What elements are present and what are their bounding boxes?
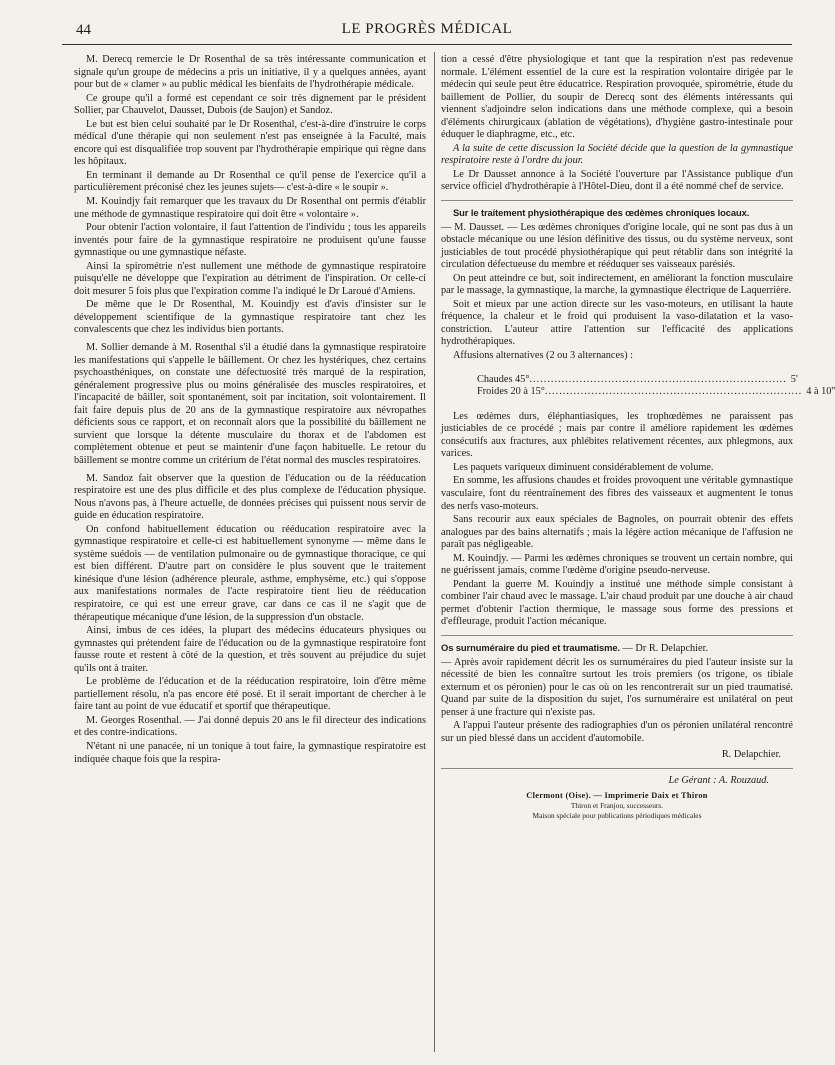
paragraph: Ainsi, imbus de ces idées, la plupart des médecins éducateurs physiques ou gymnastes qui prétendent faire de l'éducation ou de la gymnastique respiratoire font fausse route et restent à côté de la question, et très souvent au préjudice du sujet qu'ils ont à traiter. xyxy=(74,625,426,674)
paragraph: Les paquets variqueux diminuent considérablement de volume. xyxy=(453,461,714,473)
paragraph: M. Sandoz fait observer que la question de l'éducation ou de la rééducation respiratoire est une des plus difficile et des plus complexe de l'éducation physique. Nous n'avons pas, à l'heure actuelle, de données précises qui puissent nous servir de guide en éducation respiratoire. xyxy=(74,472,426,522)
paragraph: Le but est bien celui souhaité par le Dr Rosenthal, c'est-à-dire d'instruire le corps médical d'une thérapie qui non seulement n'est pas enseignée à la Faculté, mais encore qui est disqualifiée trop souvent par l'hydrothérapie empirique qui règne dans les hôpitaux. xyxy=(74,118,426,168)
section-rule xyxy=(441,635,793,636)
paragraph: M. Georges Rosenthal. — J'ai donné depuis 20 ans le fil directeur des indications et des contre-indications. xyxy=(74,714,426,739)
section-title: Os surnuméraire du pied et traumatisme. xyxy=(441,641,620,653)
printer-specialty: Maison spéciale pour publications périodiques médicales xyxy=(532,811,702,821)
section-heading xyxy=(441,642,793,656)
printer-name: Clermont (Oise). — Imprimerie Daix et Thiron xyxy=(526,791,708,801)
paragraph: Le problème de l'éducation et de la rééducation respiratoire, loin d'être même partiellement résolu, n'a pas encore été posé. Et il serait important de chercher à le faire tant au point de vue éducatif et sportif que thérapeutique. xyxy=(74,676,426,713)
table-row xyxy=(477,373,798,387)
paragraph: On peut atteindre ce but, soit indirectement, en améliorant la fonction musculaire par le massage, la gymnastique, la marche, la gymnastique électrique de Laquerrière. xyxy=(441,272,793,297)
paragraph: Affusions alternatives (2 ou 3 alternances) : xyxy=(453,350,633,362)
gerant-line: Le Gérant : A. Rouzaud. xyxy=(668,774,769,786)
paragraph: En somme, les affusions chaudes et froides provoquent une véritable gymnastique vasculaire, font du réentraînement des fibres des vaisseaux et augmentent le tonus des nerfs vaso-moteurs. xyxy=(441,475,793,512)
paragraph: M. Kouindjy. — Parmi les œdèmes chroniques se trouvent un certain nombre, qui ne guérissent jamais, comme l'œdème d'origine pseudo-nerveuse. xyxy=(441,552,793,577)
paragraph: N'étant ni une panacée, ni un tonique à tout faire, la gymnastique respiratoire est indiquée chaque fois que la respira- xyxy=(74,740,426,765)
row-label: Chaudes 45° xyxy=(477,373,530,385)
section-author: — Dr R. Delapchier. xyxy=(622,642,709,654)
footer-rule xyxy=(441,768,793,769)
printer-imprint xyxy=(441,791,793,821)
paragraph: De même que le Dr Rosenthal, M. Kouindjy est d'avis d'insister sur le développement scientifique de la gymnastique respiratoire tant chez les convalescents que chez les individus bien portants. xyxy=(74,299,426,336)
paragraph: Les œdèmes durs, éléphantiasiques, les trophœdèmes ne paraissent pas justiciables de ce procédé ; mais par contre il améliore rapidement les œdèmes consécutifs aux fractures, aux phlébites relativement récentes, aux phlegmons, aux varices. xyxy=(441,410,793,460)
right-column xyxy=(441,54,835,821)
journal-title: LE PROGRÈS MÉDICAL xyxy=(341,21,513,37)
paragraph: Pendant la guerre M. Kouindjy a institué une méthode simple consistant à combiner l'air chaud avec le massage. L'air chaud produit par une douche à air chaud permet d'obtenir l'action thermique, le massage sous forme des pressions et d'effleurage, produit l'action mécanique. xyxy=(441,578,793,628)
column-divider xyxy=(434,52,435,1052)
paragraph: — M. Dausset. — Les œdèmes chroniques d'origine locale, qui ne sont pas dus à un obstacle mécanique ou une lésion définitive des tissus, ou du système nerveux, sont justiciables de tout procédé physiothérapique qui peut rétablir dans son intégrité la circulation défectueuse du membre et rééduquer ses vaisseaux parésiés. xyxy=(441,221,793,271)
paragraph: M. Derecq remercie le Dr Rosenthal de sa très intéressante communication et signale qu'un groupe de médecins a pris un initiative, il y a quelques années, ayant pour but de « clamer » au public médical les bienfaits de l'hydrothérapie médicale. xyxy=(74,54,426,91)
paragraph: Le Dr Dausset annonce à la Société l'ouverture par l'Assistance publique d'un service officiel d'hydrothérapie à l'Hôtel-Dieu, dont il a été nommé chef de service. xyxy=(441,168,793,193)
row-value: 5' xyxy=(790,373,798,385)
paragraph: En terminant il demande au Dr Rosenthal ce qu'il pense de l'exercice qu'il a particulièrement préconisé chez les jeunes sujets— c'est-à-dire « le soupir ». xyxy=(74,169,426,194)
paragraph: tion a cessé d'être physiologique et tant que la respiration n'est pas redevenue normale. L'élément essentiel de la cure est la respiration volontaire dirigée par le médecin qui seule peut être éducatrice. Respiration provoquée, spirométrie, étude du baillement de Pollier, du soupir de Derecq sont des éléments intéressants qui viennent s'adjoindre selon indications dans une méthode complexe, qui a besoin d'éléments chirurgicaux (ablation de végétations), d'hygiène gastro-intestinale pour éduquer le diaphragme, etc., etc. xyxy=(441,54,793,141)
section-heading xyxy=(441,207,793,221)
paragraph: On confond habituellement éducation ou rééducation respiratoire avec la gymnastique respiratoire et celle-ci est habituellement synonyme — même dans le système suédois — de ventilation pulmonaire ou de gymnastique thoracique, ce qui est bien différent. D'autre part on considère le plus souvent que le traitement kinésique d'une lésion (adhérence pleurale, asthme, emphysème, etc.) qui s'oppose aux manifestations normales de l'acte respiratoire tient lieu de rééducation respiratoire, ce qui est une erreur grave, car dans ce cas il ne s'agit que de thérapeutique mécanique d'une lésion, de la suppression d'un obstacle. xyxy=(74,523,426,623)
section-title: Sur le traitement physiothérapique des œdèmes chroniques locaux. xyxy=(453,207,750,219)
section-rule xyxy=(441,200,793,201)
row-label: Froides 20 à 15° xyxy=(477,386,545,398)
paragraph: M. Sollier demande à M. Rosenthal s'il a étudié dans la gymnastique respiratoire les manifestations qui s'appelle le bâillement. Or chez les hystériques, chez certains psychoasthéniques, on constate une défectuosité très marqué de la respiration, généralement progressive plus ou moins généralisée des muscles respiratoires, et l'incapacité de bâiller, soit spontanément, soit par incitation, soit volontairement. Il fait faire depuis plus de 20 ans de la gymnastique respiratoire aux névropathes déficients sous ce rapport, et on reconnaît alors que la possibilité du bâillement ne survient que lorsque la détente musculaire du thorax et de l'abdomen est complètement obtenue et peut se maintenir d'une façon habituelle. Le retour du bâillement se montre comme un critérium de l'état normal des muscles respiratoires. xyxy=(74,342,426,466)
paragraph: — Après avoir rapidement décrit les os surnuméraires du pied l'auteur insiste sur la nécessité de bien les connaître surtout les trois premiers (os trigone, os tibiale externum et os péronien) pour le cas où on les rencontrerait sur un pied traumatisé. Quand par suite de la disposition du sujet, l'os surnuméraire est unilatéral on peut penser à une fracture qui n'existe pas. xyxy=(441,656,793,718)
leader-dots: ........................................................................ xyxy=(529,373,787,385)
table-row xyxy=(477,386,835,399)
paragraph: Sans recourir aux eaux spéciales de Bagnoles, on pourrait obtenir des effets analogues par des bains alternatifs ; mais la légère action mécanique de l'affusion ne paraît pas négligeable. xyxy=(441,514,793,551)
paragraph: Soit et mieux par une action directe sur les vaso-moteurs, en utilisant la haute fréquence, la chaleur et le froid qui produisent la vaso-dilatation et la vaso-constriction. L'auteur attire l'attention sur l'efficacité des applications hydrothérapiques. xyxy=(441,298,793,348)
paragraph: A l'appui l'auteur présente des radiographies d'un os péronien unilatéral rencontré sur un pied blessé dans un accident d'automobile. xyxy=(441,720,793,744)
paragraph: Ce groupe qu'il a formé est cependant ce soir très dignement par le président Sollier, par Chauvelot, Dausset, Dubois (de Saujon) et Sandoz. xyxy=(74,92,426,117)
left-column xyxy=(74,54,426,767)
page-header xyxy=(62,18,792,45)
row-value: 4 à 10'' xyxy=(806,386,835,398)
leader-dots: ........................................................................ xyxy=(544,386,803,398)
paragraph: Pour obtenir l'action volontaire, il faut l'attention de l'individu ; tous les appareils inventés pour faire de la gymnastique respiratoire ne produisent qu'une fausse gymnastique ou une gymnastique néfaste. xyxy=(74,222,426,259)
paragraph: Ainsi la spirométrie n'est nullement une méthode de gymnastique respiratoire puisqu'elle ne développe que l'expiration au détriment de l'inspiration. Or celle-ci doit mesurer 5 fois plus que l'expiration comme l'a indiqué le Dr Laroué d'Amiens. xyxy=(74,260,426,297)
signature: R. Delapchier. xyxy=(721,749,781,761)
printer-successors: Thiron et Franjou, successeurs. xyxy=(570,801,664,811)
discussion-note: A la suite de cette discussion la Société décide que la question de la gymnastique respiratoire reste à l'ordre du jour. xyxy=(441,142,793,167)
page-number: 44 xyxy=(76,22,91,38)
paragraph: M. Kouindjy fait remarquer que les travaux du Dr Rosenthal ont permis d'établir une méthode de gymnastique respiratoire qui doit être « volontaire ». xyxy=(74,196,426,220)
